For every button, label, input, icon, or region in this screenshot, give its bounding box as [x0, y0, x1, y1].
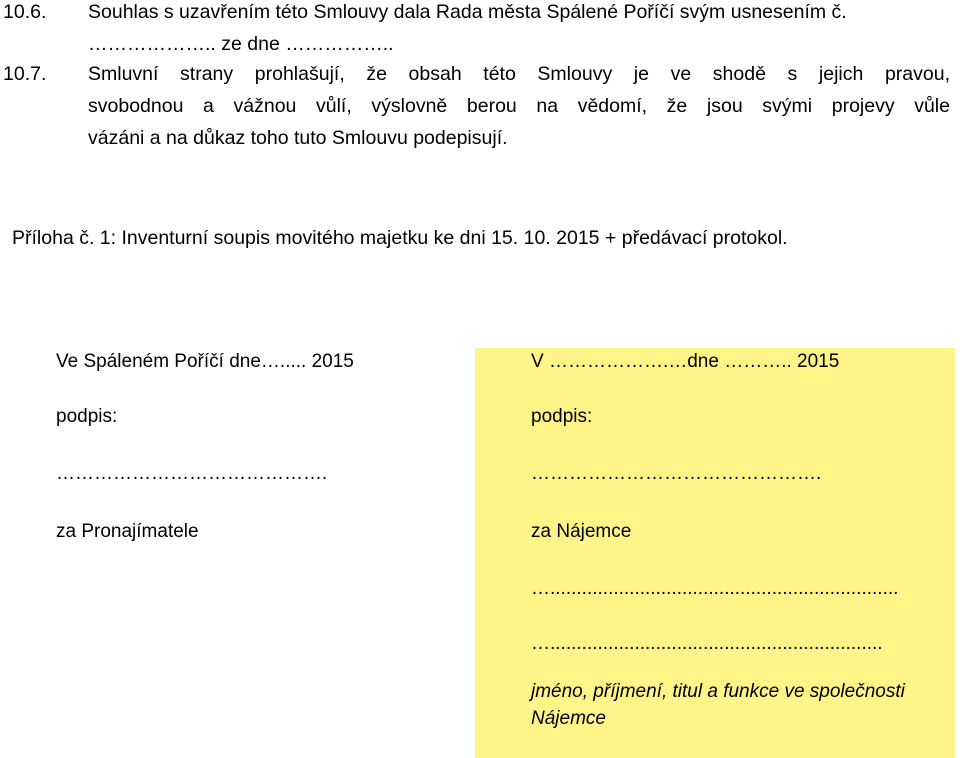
name-caption: Nájemce — [531, 708, 606, 729]
clause-text — [88, 58, 950, 154]
clause-line: Smluvní strany prohlašují, že obsah této Smlouvy je ve shodě s jejich pravou, — [88, 63, 950, 85]
clause-number: 10.6. — [3, 1, 47, 23]
clause-line: ……………….. ze dne …………….. — [88, 33, 394, 55]
signature-label: podpis: — [531, 406, 593, 427]
annex-note: Příloha č. 1: Inventurní soupis movitého majetku ke dni 15. 10. 2015 + předávací protokol. — [12, 227, 788, 249]
party-label: za Nájemce — [531, 521, 632, 542]
clause-line: vázáni a na důkaz toho tuto Smlouvu podepisují. — [88, 127, 508, 149]
signature-line: ………………………………………. — [531, 463, 822, 484]
signature-line: ……………………………………. — [56, 463, 328, 484]
clause-line: Souhlas s uzavřením této Smlouvy dala Rada města Spálené Poříčí svým usnesením č. — [88, 1, 847, 23]
party-label: za Pronajímatele — [56, 521, 199, 542]
signature-label: podpis: — [56, 406, 118, 427]
signature-block-lessee — [475, 348, 955, 758]
dotted-line: …............................................................... — [531, 633, 883, 654]
name-caption: jméno, příjmení, titul a funkce ve společnosti — [531, 681, 905, 702]
dotted-line: ….................................................................. — [531, 578, 899, 599]
place-date: Ve Spáleném Poříčí dne…..... 2015 — [56, 351, 354, 372]
clause-number: 10.7. — [3, 63, 47, 85]
clause-text — [88, 0, 950, 60]
clause-line: svobodnou a vážnou vůlí, výslovně berou na vědomí, že jsou svými projevy vůle — [88, 95, 950, 117]
place-date: V ……………….…dne ……….. 2015 — [531, 351, 840, 372]
